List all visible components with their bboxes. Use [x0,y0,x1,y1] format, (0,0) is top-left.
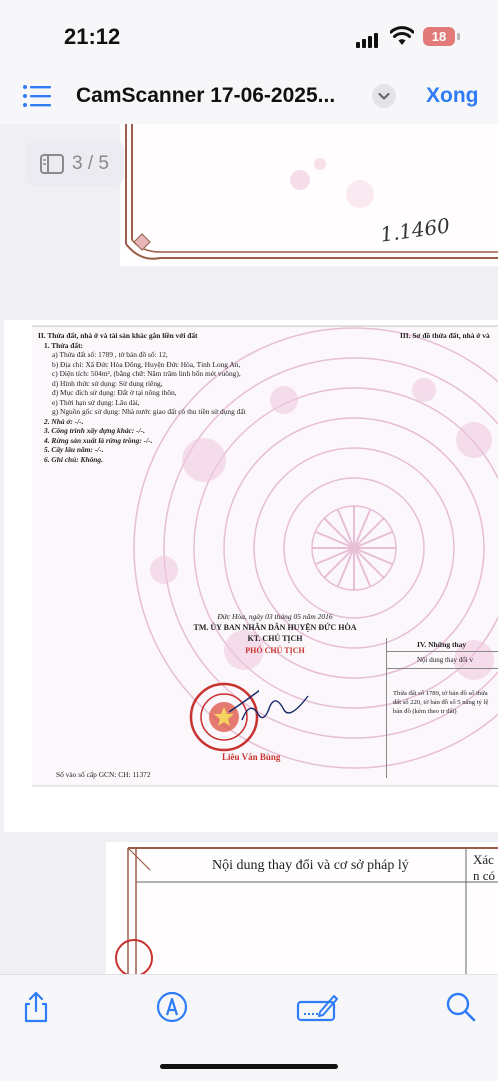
doc-line-c: c) Diện tích: 504m², (bằng chữ: Năm trăm linh bốn mét vuông), [52,369,241,378]
battery-tip [457,33,460,40]
changes-subtitle: Nội dung thay đổi v [387,652,498,669]
signature-button[interactable] [296,990,338,1024]
share-icon [19,990,53,1024]
doc-item-2: 2. Nhà ở: -/-. [44,416,84,426]
section-2-title: II. Thửa đất, nhà ở và tài sản khác gắn liền với đất [38,331,198,340]
doc-line-d: d) Hình thức sử dụng: Sử dụng riêng, [52,378,163,388]
doc-item-4: 4. Rừng sản xuất là rừng trồng: -/-. [44,435,153,445]
markup-icon [155,990,189,1024]
document-title[interactable]: CamScanner 17-06-2025... [76,84,336,107]
cellular-signal-icon [356,30,380,48]
status-time: 21:12 [64,24,121,49]
signature-stroke [240,690,310,730]
doc-line-dd: đ) Mục đích sử dụng: Đất ở tại nông thôn, [52,388,177,397]
done-button[interactable]: Xong [426,84,479,107]
list-icon[interactable] [22,84,52,108]
markup-button[interactable] [155,990,189,1024]
changes-column [386,638,498,778]
search-button[interactable] [444,990,478,1024]
doc-line-e: e) Thời hạn sử dụng: Lâu dài, [52,397,140,407]
date-line: Đức Hòa, ngày 03 tháng 05 năm 2016 [217,612,333,621]
doc-line-a: a) Thửa đất số: 1789 , tờ bản đồ số: 12, [52,350,168,359]
page-2-scan-decoration [120,124,498,266]
land-title: 1. Thửa đất: [44,340,84,350]
changes-title: IV. Những thay [387,638,498,652]
signature-block [160,612,390,655]
doc-line-g: g) Nguồn gốc sử dụng: Nhà nước giao đất có thu tiền sử dụng đất [52,407,246,416]
changes-text: Thửa đất số 1789, tờ bản đồ số thửa đất số 220, tờ bản đồ số 5 nâng tỷ lệ bản đồ (kèm theo tr đất) [393,690,489,715]
doc-line-b: b) Địa chỉ: Xã Đức Hòa Đông, Huyện Đức Hòa, Tỉnh Long An, [52,359,241,369]
doc-item-5: 5. Cây lâu năm: -/-. [44,445,104,454]
page-indicator-text: 3 / 5 [72,153,109,174]
page-2-thumbnail [120,124,498,266]
title-menu-button[interactable] [372,84,396,108]
authority-line: TM. ỦY BAN NHÂN DÂN HUYỆN ĐỨC HÒA [193,623,357,632]
page-icon [40,154,64,174]
search-icon [444,990,478,1024]
signature-icon [296,990,338,1024]
home-indicator [160,1064,338,1069]
changes-table-header: Nội dung thay đổi và cơ sở pháp lý [212,858,409,873]
kt-line: KT. CHỦ TỊCH [247,634,303,643]
share-button[interactable] [19,990,53,1024]
signer-name: Liêu Văn Bùng [222,752,281,762]
section-3-title: III. Sơ đồ thửa đất, nhà ở và [400,331,490,340]
land-info-section [38,331,338,464]
doc-item-6: 6. Ghi chú: Không. [44,454,103,464]
handwritten-note: 1.1460 [378,213,452,247]
battery-indicator: 18 [423,27,455,46]
registry-number: Số vào sổ cấp GCN: CH: 11372 [56,770,151,779]
changes-table-col2: Xác n có [473,852,496,883]
doc-item-3: 3. Công trình xây dựng khác: -/-. [44,426,145,435]
wifi-icon [390,26,414,46]
position-line: PHÓ CHỦ TỊCH [245,646,305,655]
chevron-down-icon [372,84,396,108]
